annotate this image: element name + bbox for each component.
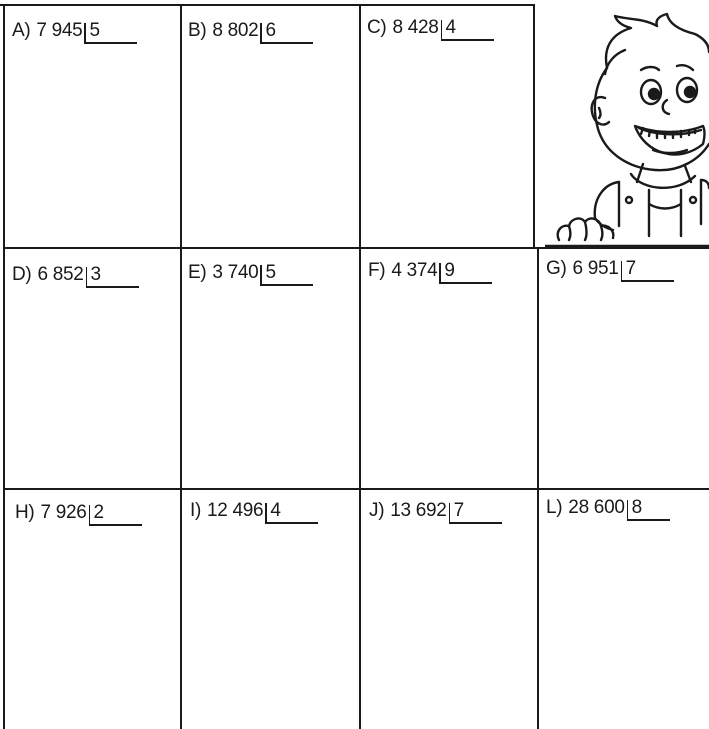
problem-divisor: 4: [265, 500, 314, 522]
problem-divisor: 2: [89, 502, 138, 524]
problem-dividend: 4 374: [391, 260, 438, 281]
grid-line-col2: [359, 4, 361, 729]
problem-dividend: 8 802: [212, 20, 259, 41]
problem-divisor: 9: [439, 260, 488, 282]
problem-l: [546, 497, 666, 519]
problem-letter: C): [367, 17, 387, 38]
problem-dividend: 6 852: [37, 264, 84, 285]
problem-dividend: 12 496: [207, 500, 264, 521]
problem-letter: L): [546, 497, 563, 518]
problem-divisor: 6: [260, 20, 309, 42]
problem-dividend: 8 428: [392, 17, 439, 38]
problem-letter: D): [12, 264, 32, 285]
grid-line-top: [0, 4, 533, 6]
problem-divisor: 7: [449, 500, 498, 522]
problem-f: [368, 260, 488, 282]
problem-a: [12, 20, 133, 42]
problem-dividend: 28 600: [568, 497, 625, 518]
problem-divisor: 5: [260, 262, 309, 284]
problem-c: [367, 17, 490, 39]
cartoon-boy-icon: [545, 4, 709, 248]
problem-dividend: 7 926: [40, 502, 87, 523]
problem-h: [15, 502, 138, 524]
problem-letter: A): [12, 20, 31, 41]
problem-b: [188, 20, 309, 42]
problem-g: [546, 258, 670, 280]
problem-letter: B): [188, 20, 207, 41]
problem-d: [12, 264, 135, 286]
problem-letter: H): [15, 502, 35, 523]
problem-letter: J): [369, 500, 385, 521]
problem-letter: I): [190, 500, 202, 521]
problem-divisor: 8: [627, 497, 666, 519]
problem-j: [369, 500, 498, 522]
grid-line-left: [3, 4, 5, 729]
problem-divisor: 4: [441, 17, 490, 39]
problem-letter: F): [368, 260, 386, 281]
problem-dividend: 6 951: [572, 258, 619, 279]
grid-line-row2: [3, 488, 709, 490]
problem-divisor: 3: [86, 264, 135, 286]
problem-e: [188, 262, 309, 284]
grid-line-col3-top: [533, 4, 535, 248]
problem-letter: E): [188, 262, 207, 283]
problem-divisor: 7: [621, 258, 670, 280]
problem-divisor: 5: [84, 20, 133, 42]
grid-line-col1: [180, 4, 182, 729]
problem-dividend: 13 692: [390, 500, 447, 521]
problem-letter: G): [546, 258, 567, 279]
problem-i: [190, 500, 314, 522]
problem-dividend: 3 740: [212, 262, 259, 283]
problem-dividend: 7 945: [36, 20, 83, 41]
